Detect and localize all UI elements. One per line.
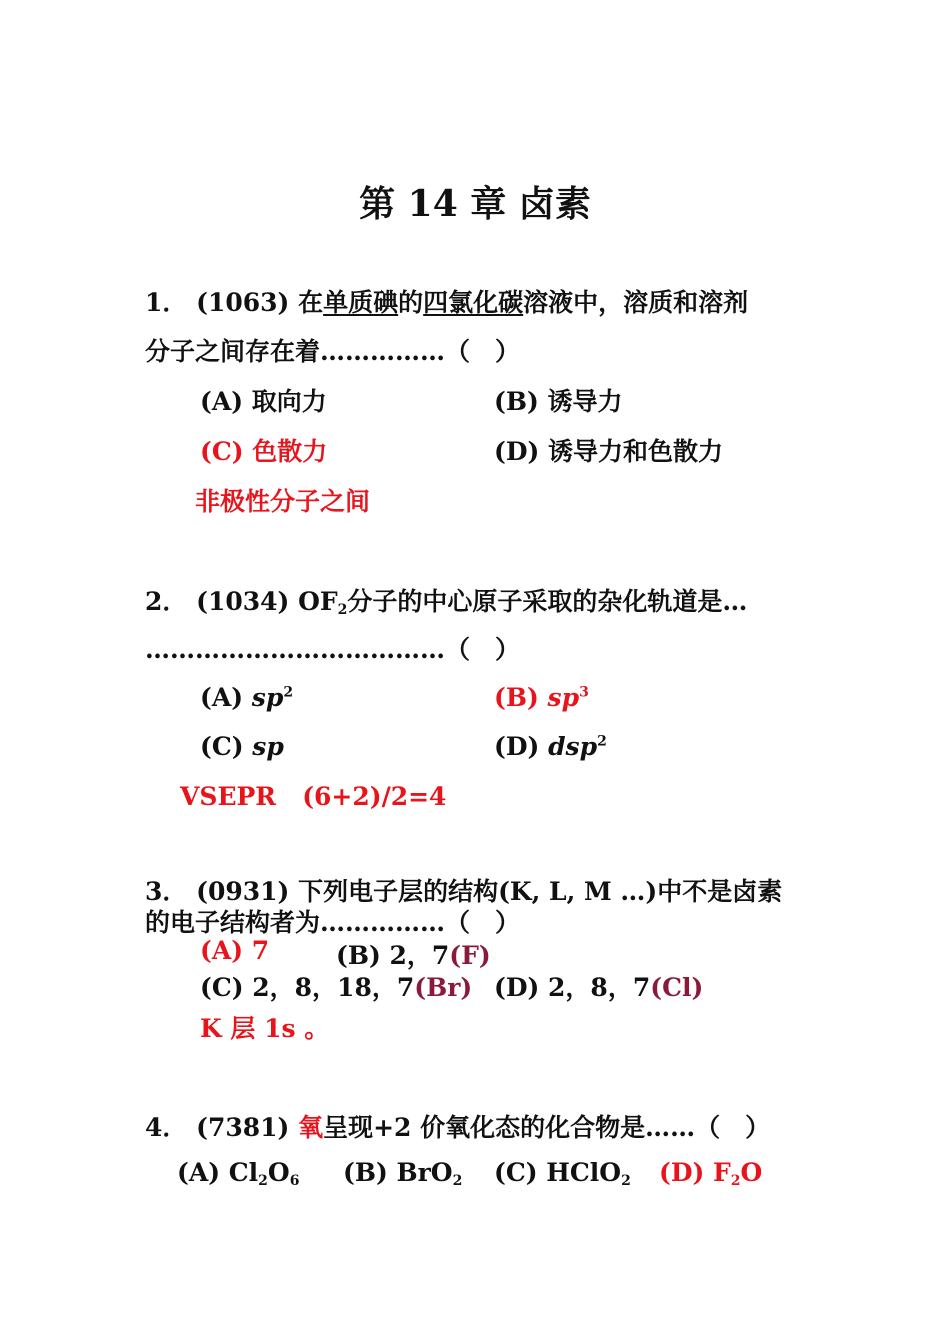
q1-text-b: 的 [398,288,424,317]
q2-option-b-sup: 3 [579,684,589,701]
q2-option-d-label: (D) [494,732,540,761]
q2-option-b-answer [494,683,589,712]
q4-option-d-label: (D) F [659,1158,731,1187]
q3-code: (0931) [196,877,290,906]
q3-option-d [494,968,703,1004]
q1-option-b: (B) 诱导力 [494,387,623,416]
q2-option-c-value: sp [252,732,284,761]
q2-option-a-value: sp [251,683,284,712]
q1-code: (1063) [196,288,290,317]
q2-option-d [494,732,607,761]
q2-option-a [200,683,293,712]
q3-option-b [336,936,491,972]
q1-text-a: 在 [298,288,324,317]
question-1-line-2: 分子之间存在着……………（ ） [145,337,521,366]
q4-option-a-label: (A) Cl [177,1158,259,1187]
q1-text-c: 溶液中，溶质和溶剂 [523,288,749,317]
chapter-title: 第 14 章 卤素 [359,183,591,225]
q4-highlight-oxygen: 氧 [298,1113,324,1142]
q3-option-b-text: (B) 2，7 [336,941,450,970]
q4-option-d-sub: 2 [730,1173,741,1189]
q2-option-d-sup: 2 [597,733,607,750]
q4-option-b [343,1158,462,1187]
q3-answer-note: K 层 1s 。 [200,1014,330,1043]
q1-underlined-iodine: 单质碘 [323,288,399,317]
q4-option-a-sub-1: 2 [258,1173,268,1189]
q1-option-a: (A) 取向力 [200,387,327,416]
q3-option-c-text: (C) 2，8，18，7 [200,973,415,1002]
q2-text: 分子的中心原子采取的杂化轨道是… [347,587,748,616]
q4-number: 4． [145,1113,188,1142]
q2-option-a-label: (A) [200,683,244,712]
q1-option-d: (D) 诱导力和色散力 [494,437,724,466]
q4-code: (7381) [196,1113,290,1142]
q2-number: 2． [145,587,188,616]
q4-option-c [494,1158,631,1187]
question-2-line-1 [145,582,747,618]
question-4-line-1 [145,1108,770,1144]
q3-option-b-element: (F) [449,941,491,970]
question-2-line-2: ………………………………（ ） [145,635,521,664]
q2-option-b-label: (B) [494,683,539,712]
q2-option-c [200,732,284,761]
q3-option-c [200,968,472,1004]
q3-text: 下列电子层的结构(K, L, M …)中不是卤素 [298,877,783,906]
q1-answer-note: 非极性分子之间 [195,487,371,516]
q4-text: 呈现+2 价氧化态的化合物是……（ ） [323,1113,771,1142]
q2-option-c-label: (C) [200,732,244,761]
q4-option-c-label: (C) HClO [494,1158,622,1187]
q2-formula-subscript: 2 [337,602,348,618]
q2-answer-note: VSEPR (6+2)/2=4 [180,782,447,811]
q4-option-d-answer [659,1158,762,1187]
q4-option-a-mid: O [267,1158,290,1187]
q1-number: 1． [145,288,188,317]
q3-number: 3． [145,877,188,906]
q2-option-d-value: dsp [548,732,598,761]
q3-option-c-element: (Br) [414,973,473,1002]
q4-option-b-label: (B) BrO [343,1158,453,1187]
q1-underlined-ccl4: 四氯化碳 [423,288,524,317]
q2-option-b-value: sp [547,683,580,712]
q1-option-c-answer: (C) 色散力 [200,437,328,466]
q4-option-a-sub-2: 6 [289,1173,300,1189]
q2-option-a-sup: 2 [283,684,294,701]
question-1-line-1 [145,283,748,319]
question-3-line-2: 的电子结构者为……………（ ） [145,908,521,937]
q2-formula: OF [298,587,338,616]
q4-option-c-sub: 2 [621,1173,631,1189]
q3-option-d-text: (D) 2，8，7 [494,973,651,1002]
q4-option-a [177,1158,299,1187]
q3-option-d-element: (Cl) [650,973,704,1002]
q4-option-d-tail: O [740,1158,763,1187]
q2-code: (1034) [196,587,290,616]
q4-option-b-sub: 2 [452,1173,463,1189]
q3-option-a-answer: (A) 7 [200,936,270,965]
